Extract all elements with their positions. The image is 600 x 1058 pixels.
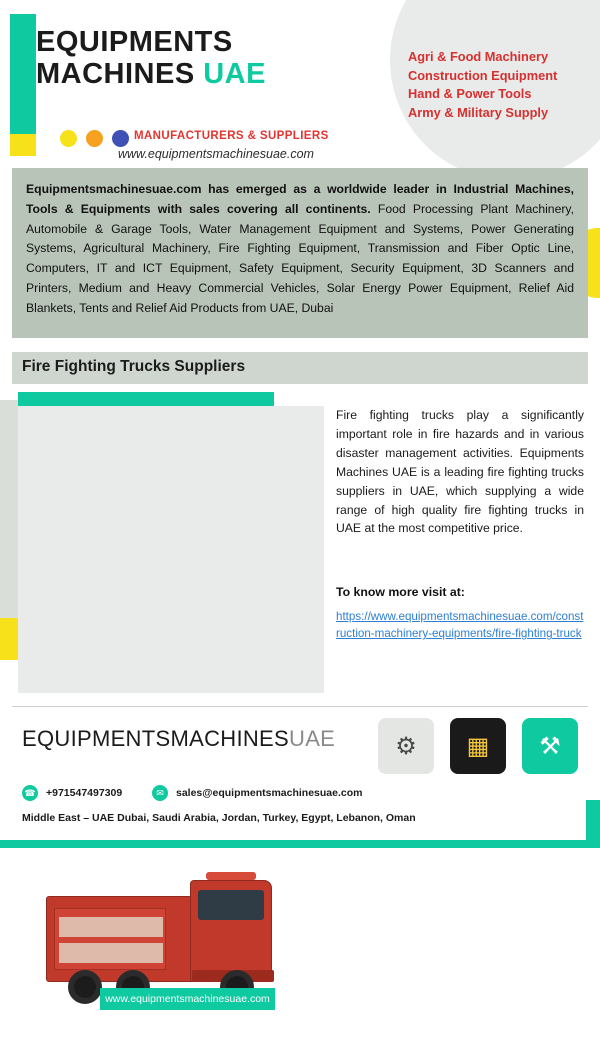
dot-group — [60, 130, 129, 147]
decor-teal-bar-left — [10, 14, 36, 134]
phone-icon: ☎ — [22, 785, 38, 801]
product-link[interactable]: https://www.equipmentsmachinesuae.com/construction-machinery-equipments/fire-fighting-truck — [336, 610, 584, 641]
section-title: Fire Fighting Trucks Suppliers — [22, 358, 246, 375]
intro-band — [12, 168, 588, 338]
category-item: Agri & Food Machinery — [408, 49, 549, 64]
intro-paragraph — [26, 180, 574, 318]
brand-header — [36, 26, 396, 161]
address-line: Middle East – UAE Dubai, Saudi Arabia, Jordan, Turkey, Egypt, Lebanon, Oman — [22, 812, 416, 824]
footer-brand-part3: UAE — [289, 726, 336, 751]
footer-brand-part2: MACHINES — [170, 726, 289, 751]
footer-brand — [22, 726, 335, 752]
fire-truck-icon — [40, 858, 336, 1058]
orange-dot-icon — [86, 130, 103, 147]
truck-roof-light — [206, 872, 256, 880]
yellow-dot-icon — [60, 130, 77, 147]
category-item: Construction Equipment — [408, 67, 558, 83]
product-description: Fire fighting trucks play a significantly important role in fire hazards and in various disaster management activities. Equipments Machines UAE is a leading fire fighting trucks suppliers in UAE, which supplying a wide range of high quality fire fighting trucks in UAE at the most competitive price. — [336, 408, 584, 536]
truck-window-shape — [198, 890, 264, 920]
intro-bold: Equipmentsmachinesuae.com has emerged as a worldwide leader in Industrial Machines, Tools & Equipments with sales covering all continents. — [26, 182, 574, 216]
phone-number: +971547497309 — [46, 787, 123, 799]
brand-line-1: EQUIPMENTS — [36, 26, 233, 58]
decor-corner-bar — [586, 800, 600, 840]
footer-divider — [12, 706, 588, 707]
mail-icon: ✉ — [152, 785, 168, 801]
truck-equipment-lockers — [54, 908, 166, 970]
tagline: MANUFACTURERS & SUPPLIERS — [134, 130, 329, 142]
robot-icon: ⚙ — [378, 718, 434, 774]
email-address: sales@equipmentsmachinesuae.com — [176, 787, 363, 799]
footer-brand-part1: EQUIPMENTS — [22, 726, 171, 751]
category-item: Hand & Power Tools — [408, 86, 532, 102]
brand-line-2 — [36, 58, 396, 90]
gear-machine-icon: ⚒ — [522, 718, 578, 774]
decor-yellow-strip-left — [0, 618, 18, 660]
brand-line-2-text: MACHINES — [36, 58, 195, 91]
decor-grey-strip-left — [0, 400, 18, 650]
decor-bottom-bar — [0, 840, 600, 848]
blue-dot-icon — [112, 130, 129, 147]
phone-row — [22, 785, 122, 801]
product-description-column — [336, 406, 584, 538]
category-list — [408, 48, 593, 122]
footer-icon-group — [378, 718, 578, 774]
website-url: www.equipmentsmachinesuae.com — [118, 147, 314, 161]
image-watermark: www.equipmentsmachinesuae.com — [100, 988, 275, 1010]
decor-yellow-bar-left — [10, 134, 36, 156]
decor-teal-accent — [18, 392, 274, 406]
brand-uae-text: UAE — [203, 58, 266, 91]
email-row — [152, 785, 362, 801]
intro-rest: Food Processing Plant Machinery, Automobile & Garage Tools, Water Management Equipment and Systems, Power Generating Systems, Agricultural Machinery, Fire Fighting Equipment, Transmission and Fiber Optic Line, Computers, IT and ICT Equipment, Safety Equipment, Security Equipment, 3D Scanners and Printers, Medium and Heavy Commercial Vehicles, Solar Energy Power Equipment, Relief Aid Blankets, Tents and Relief Aid Products from UAE, Dubai — [26, 201, 574, 315]
know-more-label: To know more visit at: — [336, 585, 465, 599]
truck-wheel — [68, 970, 102, 1004]
server-rack-icon: ▦ — [450, 718, 506, 774]
category-item: Army & Military Supply — [408, 104, 549, 120]
